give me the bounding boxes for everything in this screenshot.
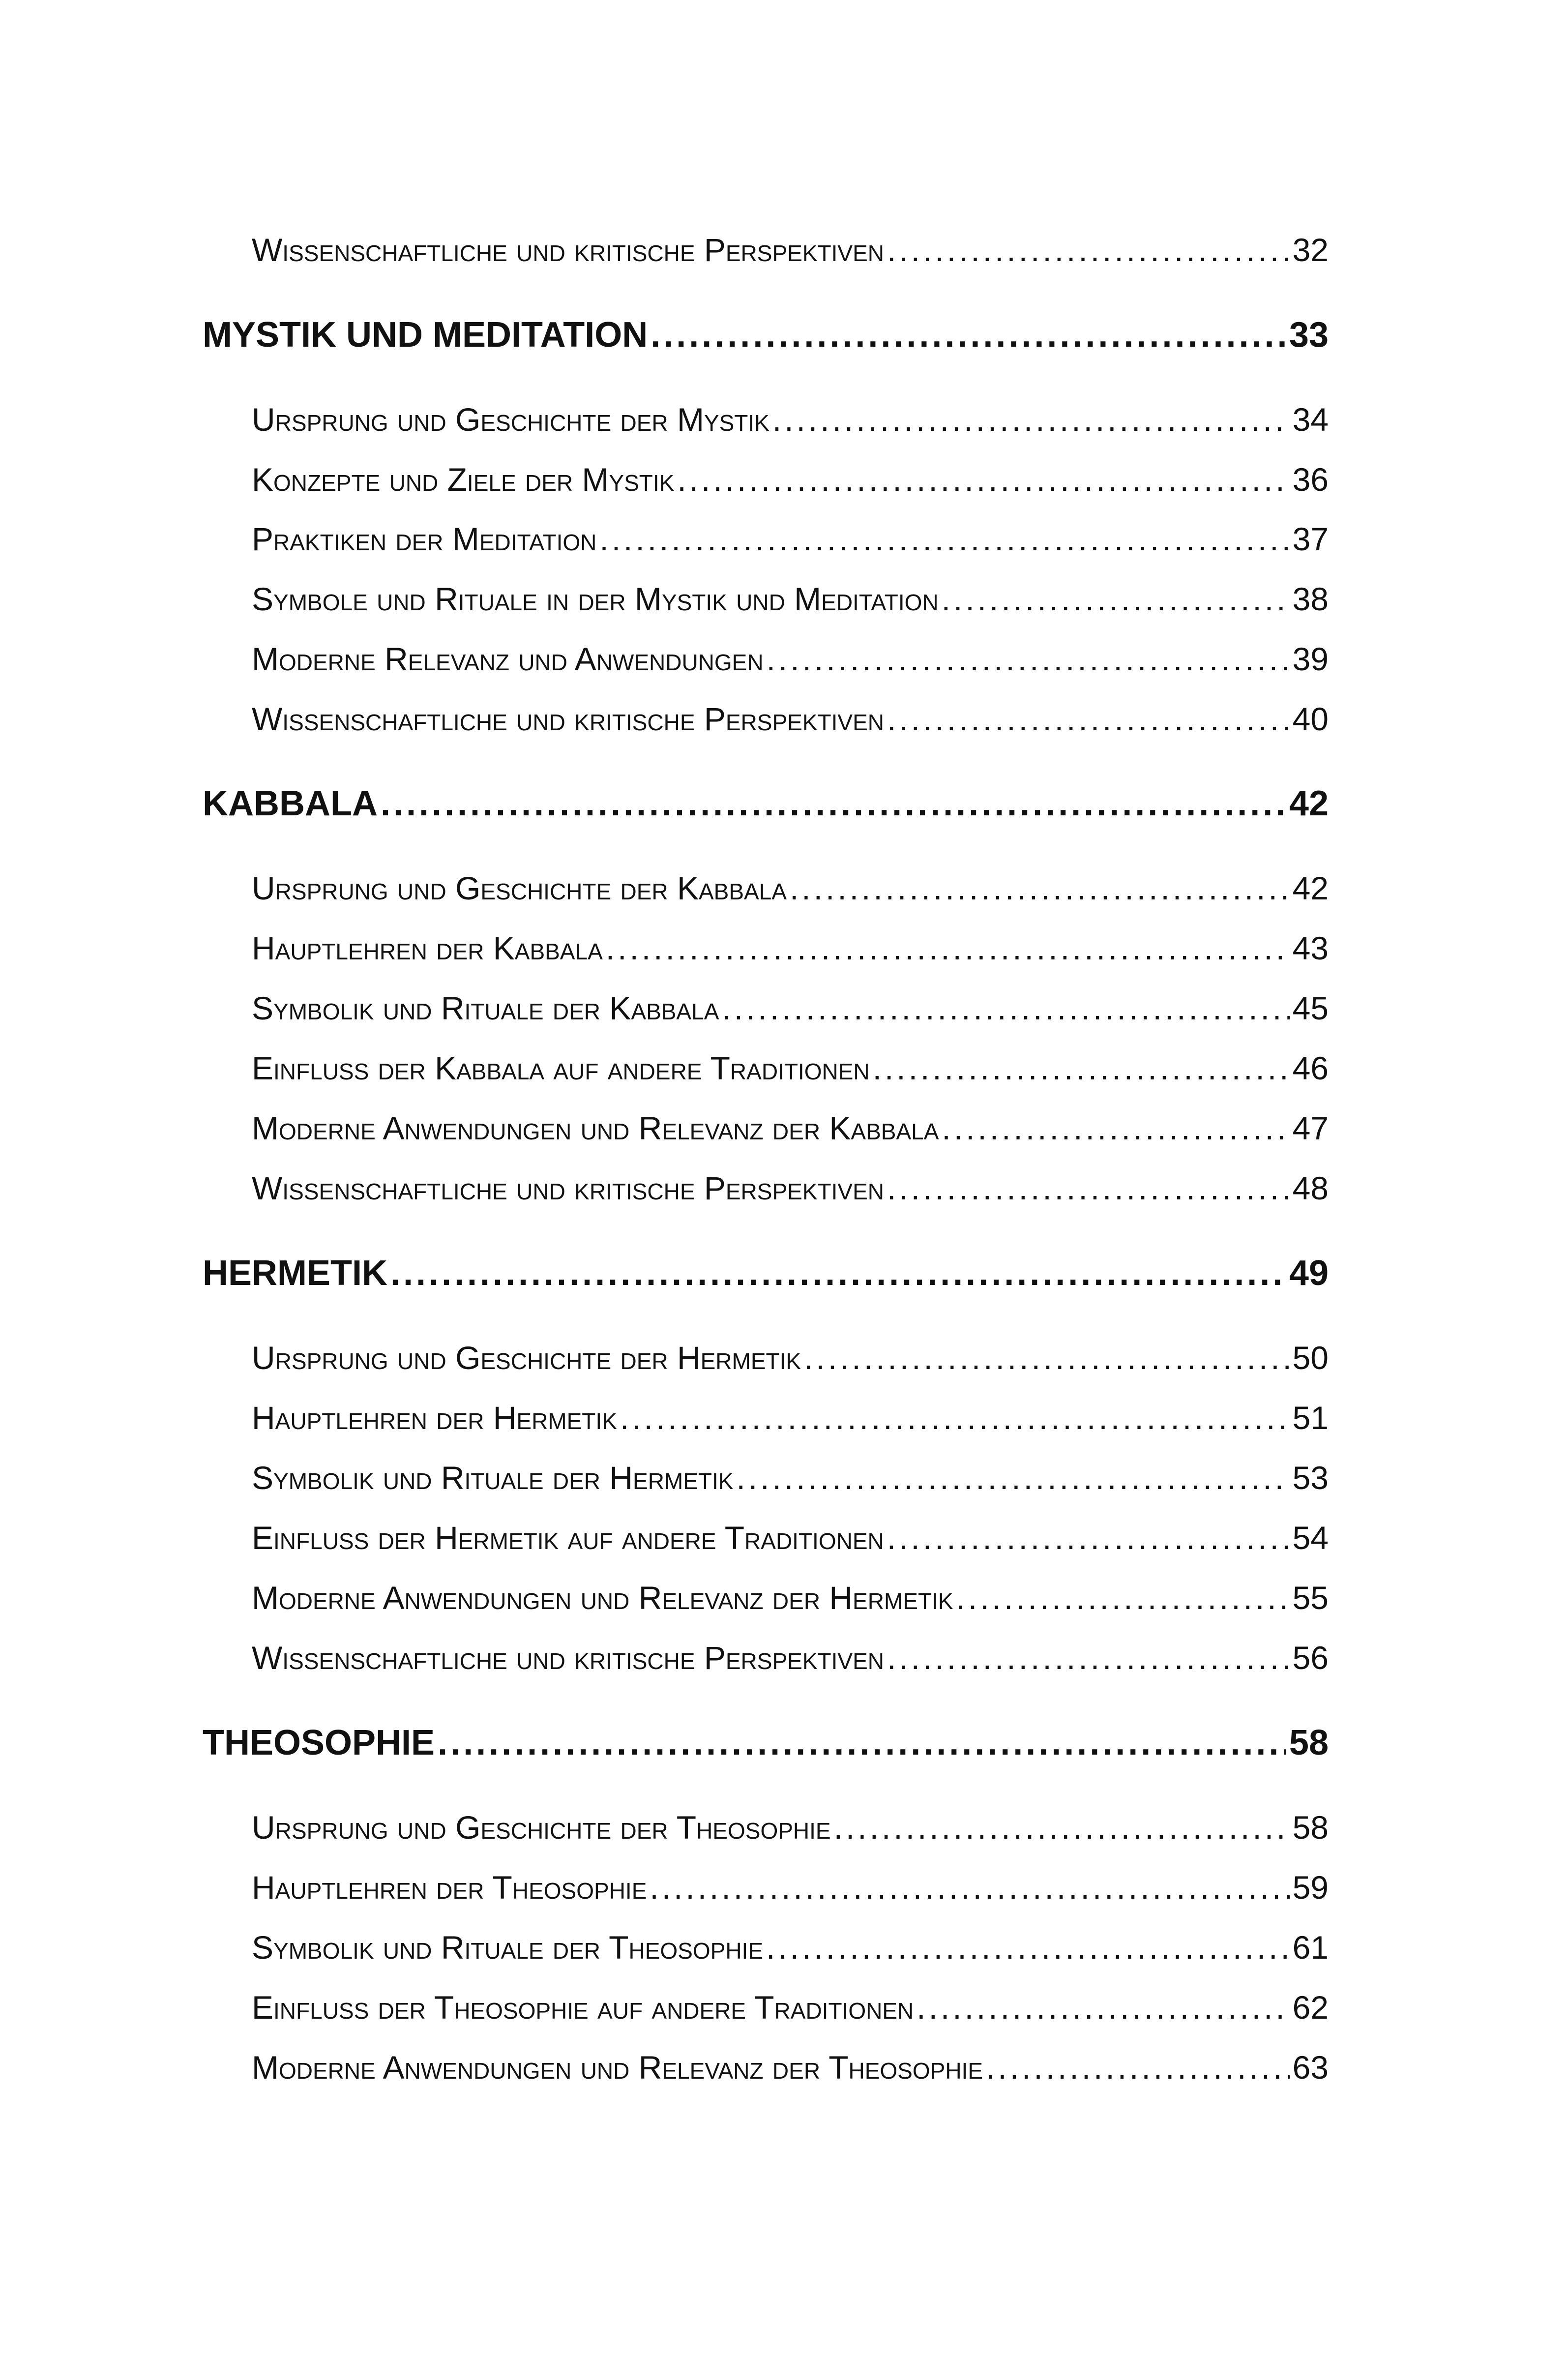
leader-dots [651,315,1286,355]
toc-entry-page: 47 [1292,1110,1329,1146]
leader-dots [722,989,1289,1027]
leader-dots [438,1723,1286,1763]
toc-entry-page: 50 [1292,1340,1329,1376]
leader-dots [804,1339,1290,1376]
toc-entry-page: 38 [1292,581,1329,617]
toc-entry-page: 62 [1292,1989,1329,2026]
toc-entry [252,1399,1329,1436]
toc-entry [252,1459,1329,1496]
toc-entry [252,1639,1329,1676]
leader-dots [942,580,1290,618]
toc-entry [252,1049,1329,1087]
toc-entry-title: Wissenschaftliche und kritische Perspektiven [252,701,884,737]
toc-entry-title: Einfluss der Hermetik auf andere Traditionen [252,1520,884,1556]
toc-entry-title: Wissenschaftliche und kritische Perspektiven [252,232,884,268]
leader-dots [887,231,1290,269]
toc-entry-title: Konzepte und Ziele der Mystik [252,461,675,498]
toc-chapter-title: THEOSOPHIE [203,1723,435,1762]
toc-entry [252,1869,1329,1906]
leader-dots [942,1109,1289,1147]
toc-entry [252,401,1329,438]
toc-chapter-title: HERMETIK [203,1254,387,1293]
toc-chapter-page: 49 [1289,1254,1329,1293]
toc-entry-page: 48 [1292,1170,1329,1206]
toc-entry [252,231,1329,269]
toc-entry-title: Ursprung und Geschichte der Hermetik [252,1340,801,1376]
toc-entry-page: 51 [1292,1400,1329,1436]
toc-entry [252,1169,1329,1207]
toc-entry-page: 39 [1292,641,1329,677]
leader-dots [599,520,1289,558]
toc-chapter [203,315,1329,355]
leader-dots [887,700,1290,738]
leader-dots [917,1989,1289,2026]
leader-dots [677,461,1289,498]
toc-entry [252,1109,1329,1147]
toc-entry-title: Symbole und Rituale in der Mystik und Meditation [252,581,939,617]
toc-chapter [203,1723,1329,1763]
toc-entry-page: 54 [1292,1520,1329,1556]
leader-dots [887,1519,1290,1556]
toc-entry-page: 61 [1292,1929,1329,1966]
leader-dots [620,1399,1290,1436]
toc-entry-page: 45 [1292,990,1329,1026]
toc-entry-title: Moderne Anwendungen und Relevanz der Hermetik [252,1580,953,1616]
toc-entry-title: Wissenschaftliche und kritische Perspektiven [252,1170,884,1206]
toc-entry-title: Praktiken der Meditation [252,521,597,557]
toc-entry-title: Hauptlehren der Theosophie [252,1869,647,1906]
toc-entry [252,1519,1329,1556]
toc-entry-page: 53 [1292,1460,1329,1496]
toc-entry-title: Ursprung und Geschichte der Kabbala [252,870,787,906]
toc-entry-page: 58 [1292,1809,1329,1846]
toc-entry-page: 59 [1292,1869,1329,1906]
toc-entry-title: Hauptlehren der Kabbala [252,930,603,966]
toc-entry-title: Moderne Anwendungen und Relevanz der Kabbala [252,1110,939,1146]
toc-entry-page: 56 [1292,1640,1329,1676]
leader-dots [790,869,1290,907]
toc-entry [252,929,1329,967]
toc-entry-page: 55 [1292,1580,1329,1616]
toc-chapter-page: 33 [1289,315,1329,355]
toc-entry-title: Wissenschaftliche und kritische Perspektiven [252,1640,884,1676]
toc-entry [252,700,1329,738]
leader-dots [606,929,1290,967]
toc-entry-title: Symbolik und Rituale der Theosophie [252,1929,763,1966]
leader-dots [737,1459,1290,1496]
toc-chapter-page: 42 [1289,784,1329,823]
toc-entry-page: 34 [1292,401,1329,438]
toc-entry-title: Symbolik und Rituale der Hermetik [252,1460,734,1496]
toc-entry [252,1989,1329,2026]
toc-entry [252,869,1329,907]
toc-chapter-title: MYSTIK UND MEDITATION [203,315,648,355]
leader-dots [766,1929,1290,1966]
toc-entry-page: 43 [1292,930,1329,966]
leader-dots [381,783,1286,824]
toc-entry-title: Hauptlehren der Hermetik [252,1400,617,1436]
leader-dots [986,2049,1290,2086]
leader-dots [390,1253,1286,1293]
toc-chapter [203,783,1329,824]
toc-entry-title: Einfluss der Kabbala auf andere Traditionen [252,1050,870,1086]
toc-entry-page: 46 [1292,1050,1329,1086]
toc-chapter-page: 58 [1289,1723,1329,1762]
toc-entry-page: 42 [1292,870,1329,906]
leader-dots [956,1579,1290,1616]
toc-entry-page: 37 [1292,521,1329,557]
toc-entry-title: Ursprung und Geschichte der Mystik [252,401,769,438]
toc-entry-page: 40 [1292,701,1329,737]
toc-entry-title: Ursprung und Geschichte der Theosophie [252,1809,831,1846]
leader-dots [767,640,1290,678]
toc-entry [252,580,1329,618]
toc-entry-page: 36 [1292,461,1329,498]
toc-entry [252,1809,1329,1846]
toc-entry [252,520,1329,558]
toc-entry-page: 63 [1292,2049,1329,2086]
toc-entry [252,640,1329,678]
leader-dots [650,1869,1289,1906]
toc-entry-title: Moderne Anwendungen und Relevanz der Theosophie [252,2049,983,2086]
toc-entry-page: 32 [1292,232,1329,268]
toc-entry-title: Symbolik und Rituale der Kabbala [252,990,719,1026]
leader-dots [834,1809,1290,1846]
toc-chapter-title: KABBALA [203,784,378,823]
leader-dots [772,401,1290,438]
toc-entry-title: Einfluss der Theosophie auf andere Traditionen [252,1989,914,2026]
toc-entry [252,1929,1329,1966]
toc-entry [252,461,1329,498]
toc-entry [252,1579,1329,1616]
toc-entry [252,989,1329,1027]
toc-entry [252,2049,1329,2086]
toc-chapter [203,1253,1329,1293]
leader-dots [887,1169,1290,1207]
toc-entry-title: Moderne Relevanz und Anwendungen [252,641,764,677]
toc-entry [252,1339,1329,1376]
leader-dots [887,1639,1290,1676]
leader-dots [873,1049,1290,1087]
